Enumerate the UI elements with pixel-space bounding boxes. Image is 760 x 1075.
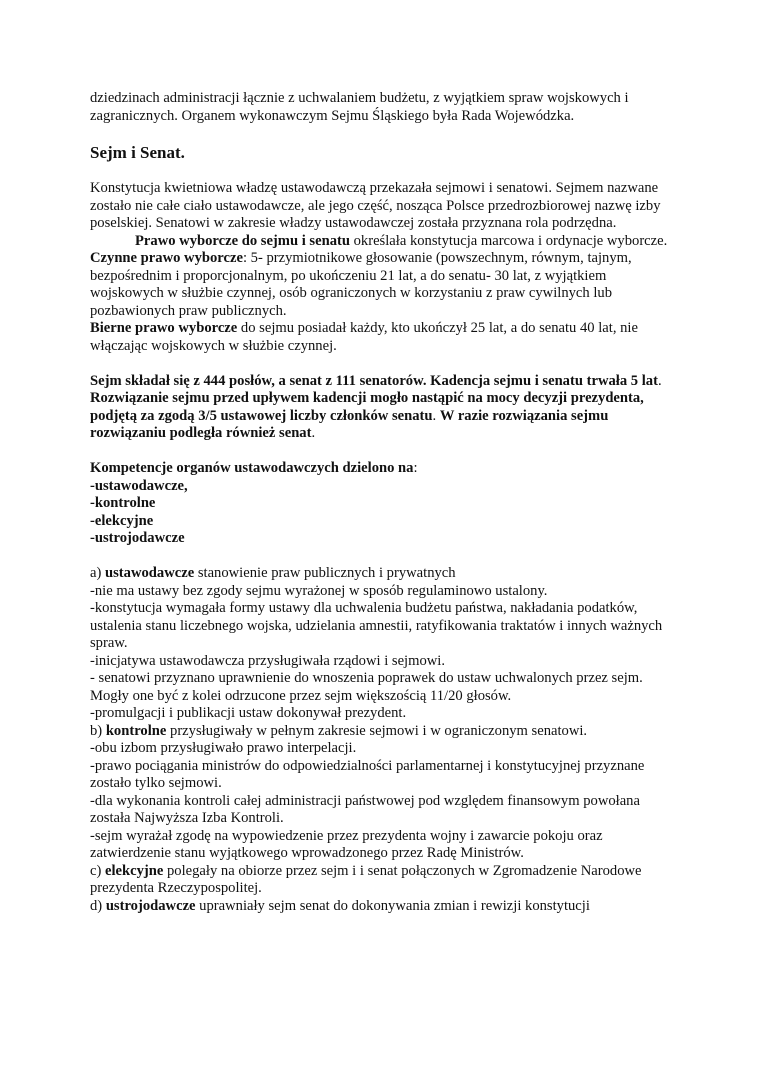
list-item: -dla wykonania kontroli całej administracji państwowej pod względem finansowym powołana została Najwyższa Izba Kontroli. [90, 792, 640, 826]
list-item: - senatowi przyznano uprawnienie do wnoszenia poprawek do ustaw uchwalonych przez sejm. Mogły one być z kolei odrzucone przez sejm większością 11/20 głosów. [90, 670, 643, 704]
bierne-bold: Bierne prawo wyborcze [90, 320, 238, 336]
section-a-rest: stanowienie praw publicznych i prywatnych [194, 565, 456, 581]
konstytucja-paragraph: Konstytucja kwietniowa władzę ustawodawczą przekazała sejmowi i senatowi. Sejmem nazwane zostało nie całe ciało ustawodawcze, ale jego część, nosząca Polsce przedrozbiorowej nazwę izby poselskiej. Senatowi w zakresie władzy ustawodawczej została przyznana rola podrzędna. [90, 180, 661, 231]
list-item: -konstytucja wymagała formy ustawy dla uchwalenia budżetu państwa, nakładania podatków, ustalenia stanu liczebnego wojska, udzielania amnestii, ratyfikowania traktatów i innych ważnych spraw. [90, 600, 663, 651]
section-c-prefix: c) [90, 862, 105, 879]
list-item: -prawo pociągania ministrów do odpowiedzialności parlamentarnej i konstytucyjnej przyznane zostało tylko sejmowi. [90, 757, 645, 791]
section-heading: Sejm i Senat. [90, 143, 185, 162]
kompetencje-title-colon: : [413, 460, 418, 476]
section-b-rest: przysługiwały w pełnym zakresie sejmowi i w ograniczonym senatowi. [166, 722, 588, 739]
section-c-bold: elekcyjne [105, 862, 164, 879]
kompetencje-item-text: -ustawodawcze, [90, 477, 188, 494]
kompetencje-item-text: -elekcyjne [90, 512, 154, 529]
sklad-paragraph [90, 373, 680, 443]
intro-line-1: dziedzinach administracji łącznie z uchwalaniem budżetu, z wyjątkiem spraw wojskowych i [90, 90, 629, 106]
intro-line-2: zagranicznych. Organem wykonawczym Sejmu Śląskiego była Rada Wojewódzka. [90, 107, 575, 124]
section-d-rest: uprawniały sejm senat do dokonywania zmian i rewizji konstytucji [195, 897, 590, 914]
section-d [90, 898, 680, 916]
kompetencje-item [90, 530, 680, 548]
spacer [90, 355, 680, 373]
kompetencje-item-text: -ustrojodawcze [90, 530, 185, 546]
czynne-bold: Czynne prawo wyborcze [90, 250, 243, 266]
section-a-bold: ustawodawcze [105, 565, 195, 581]
prawo-bold: Prawo wyborcze do sejmu i senatu [135, 232, 350, 249]
spacer [90, 443, 680, 461]
section-b-prefix: b) [90, 722, 106, 739]
list-item: -inicjatywa ustawodawcza przysługiwała rządowi i sejmowi. [90, 652, 445, 669]
list-item: -sejm wyrażał zgodę na wypowiedzenie przez prezydenta wojny i zawarcie pokoju oraz zatwierdzenie stanu wyjątkowego wprowadzonego przez Radę Ministrów. [90, 827, 603, 861]
document-page [90, 90, 680, 915]
sklad-bold-2: Rozwiązanie sejmu przed upływem kadencji mogło nastąpić na mocy decyzji prezydenta, podjętą za zgodą 3/5 ustawowej liczby członków senatu [90, 390, 644, 424]
list-item: -obu izbom przysługiwało prawo interpelacji. [90, 740, 357, 756]
section-a [90, 565, 680, 583]
sklad-bold-1: Sejm składał się z 444 posłów, a senat z 111 senatorów. Kadencja sejmu i senatu trwała 5 lat [90, 372, 658, 389]
bierne-rest: do sejmu posiadał każdy, kto ukończył 25 lat, a do senatu 40 lat, nie włączając wojskowych w służbie czynnej. [90, 320, 638, 354]
section-c-rest: polegały na obiorze przez sejm i i senat połączonych w Zgromadzenie Narodowe prezydenta Rzeczypospolitej. [90, 862, 642, 896]
prawo-wyborcze-paragraph [90, 233, 680, 251]
sklad-bold-3: W razie rozwiązania sejmu rozwiązaniu podległa również senat [90, 407, 609, 441]
czynne-rest: : 5- przymiotnikowe głosowanie (powszechnym, równym, tajnym, bezpośrednim i proporcjonalnym, po ukończeniu 21 lat, a do senatu- 30 lat, z wyjątkiem wojskowych w służbie czynnej, osób ograniczonych w korzystaniu z praw cywilnych lub pozbawionych praw publicznych. [90, 250, 632, 319]
section-c [90, 863, 680, 898]
czynne-paragraph [90, 250, 680, 320]
kompetencje-item-text: -kontrolne [90, 495, 156, 511]
kompetencje-title-bold: Kompetencje organów ustawodawczych dzielono na [90, 460, 414, 476]
section-d-prefix: d) [90, 897, 106, 914]
prawo-rest: określała konstytucja marcowa i ordynacje wyborcze. [349, 232, 668, 249]
kompetencje-title [90, 460, 680, 478]
sklad-text-1: . [657, 372, 662, 389]
section-d-bold: ustrojodawcze [105, 897, 196, 914]
sklad-text-3: . [311, 425, 316, 441]
section-b-bold: kontrolne [105, 722, 167, 739]
kompetencje-item [90, 478, 680, 496]
list-item: -nie ma ustawy bez zgody sejmu wyrażonej w sposób regulaminowo ustalony. [90, 582, 548, 599]
section-a-prefix: a) [90, 565, 105, 581]
bierne-paragraph [90, 320, 680, 355]
spacer [90, 548, 680, 566]
list-item: -promulgacji i publikacji ustaw dokonywał prezydent. [90, 705, 407, 721]
kompetencje-item [90, 495, 680, 513]
kompetencje-item [90, 513, 680, 531]
sklad-text-2: . [432, 407, 440, 424]
section-b [90, 723, 680, 741]
